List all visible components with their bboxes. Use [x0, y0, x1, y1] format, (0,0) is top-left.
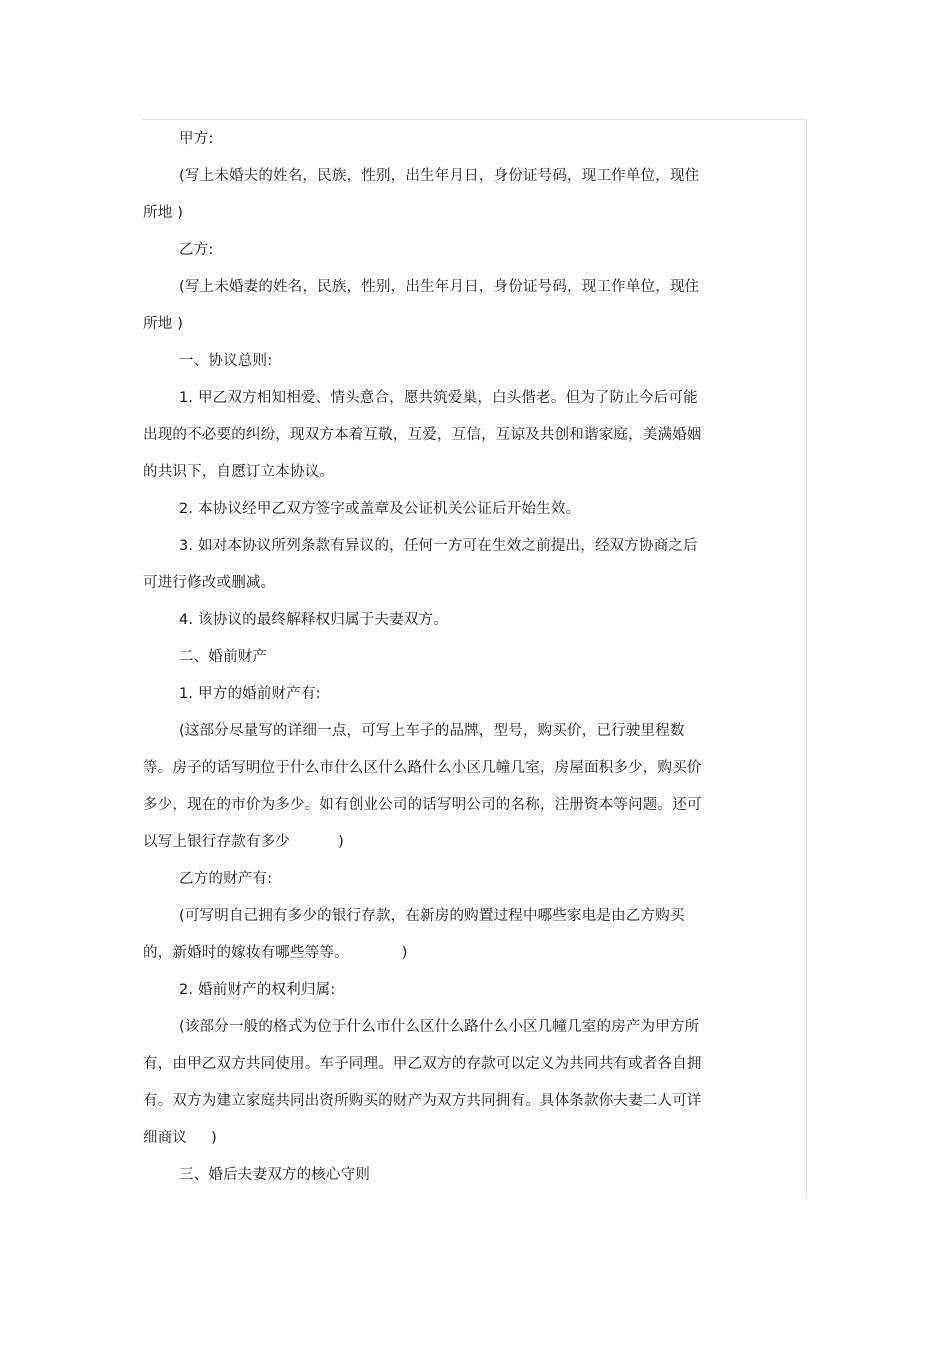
section-1-clause-4: 4. 该协议的最终解释权归属于夫妻双方。 — [179, 612, 448, 628]
document-body — [143, 121, 705, 1194]
section-2-heading: 二、婚前财产 — [179, 649, 268, 665]
section-1-clause-2: 2. 本协议经甲乙双方签字或盖章及公证机关公证后开始生效。 — [179, 501, 581, 517]
party-a-property-note: (这部分尽量写的详细一点，可写上车子的品牌，型号，购买价，已行驶里程数等。房子的话写明位于什么市什么区什么路什么小区几幢几室，房屋面积多少，购买价多少，现在的市价为多少。如有创业公司的话写明公司的名称，注册资本等问题。还可以写上银行存款有多少 ) — [143, 723, 702, 850]
ownership-note: (该部分一般的格式为位于什么市什么区什么路什么小区几幢几室的房产为甲方所有，由甲乙双方共同使用。车子同理。甲乙双方的存款可以定义为共同共有或者各自拥有。双方为建立家庭共同出资所购买的财产为双方共同拥有。具体条款你夫妻二人可详细商议 ) — [143, 1019, 702, 1146]
party-b-heading: 乙方: — [179, 242, 214, 258]
section-1-clause-3: 3. 如对本协议所列条款有异议的，任何一方可在生效之前提出，经双方协商之后可进行修改或删减。 — [143, 538, 698, 591]
section-2-clause-1: 1. 甲方的婚前财产有: — [179, 686, 321, 702]
party-b-property-heading: 乙方的财产有: — [179, 871, 273, 887]
section-3-heading: 三、婚后夫妻双方的核心守则 — [179, 1167, 371, 1183]
party-a-heading: 甲方: — [179, 131, 214, 147]
section-2-clause-2: 2. 婚前财产的权利归属: — [179, 982, 336, 998]
party-b-note: (写上未婚妻的姓名，民族，性别，出生年月日，身份证号码，现工作单位，现住所地 ) — [143, 279, 700, 332]
section-1-clause-1: 1. 甲乙双方相知相爱、情头意合，愿共筑爱巢，白头偕老。但为了防止今后可能出现的不必要的纠纷，现双方本着互敬，互爱，互信，互谅及共创和谐家庭，美满婚姻的共识下，自愿订立本协议。 — [143, 390, 702, 480]
party-b-property-note: (可写明自己拥有多少的银行存款，在新房的购置过程中哪些家电是由乙方购买的，新婚时的嫁妆有哪些等等。 ) — [143, 908, 685, 961]
party-a-note: (写上未婚夫的姓名，民族，性别，出生年月日，身份证号码，现工作单位，现住所地 ) — [143, 168, 700, 221]
section-1-heading: 一、协议总则: — [179, 353, 273, 369]
